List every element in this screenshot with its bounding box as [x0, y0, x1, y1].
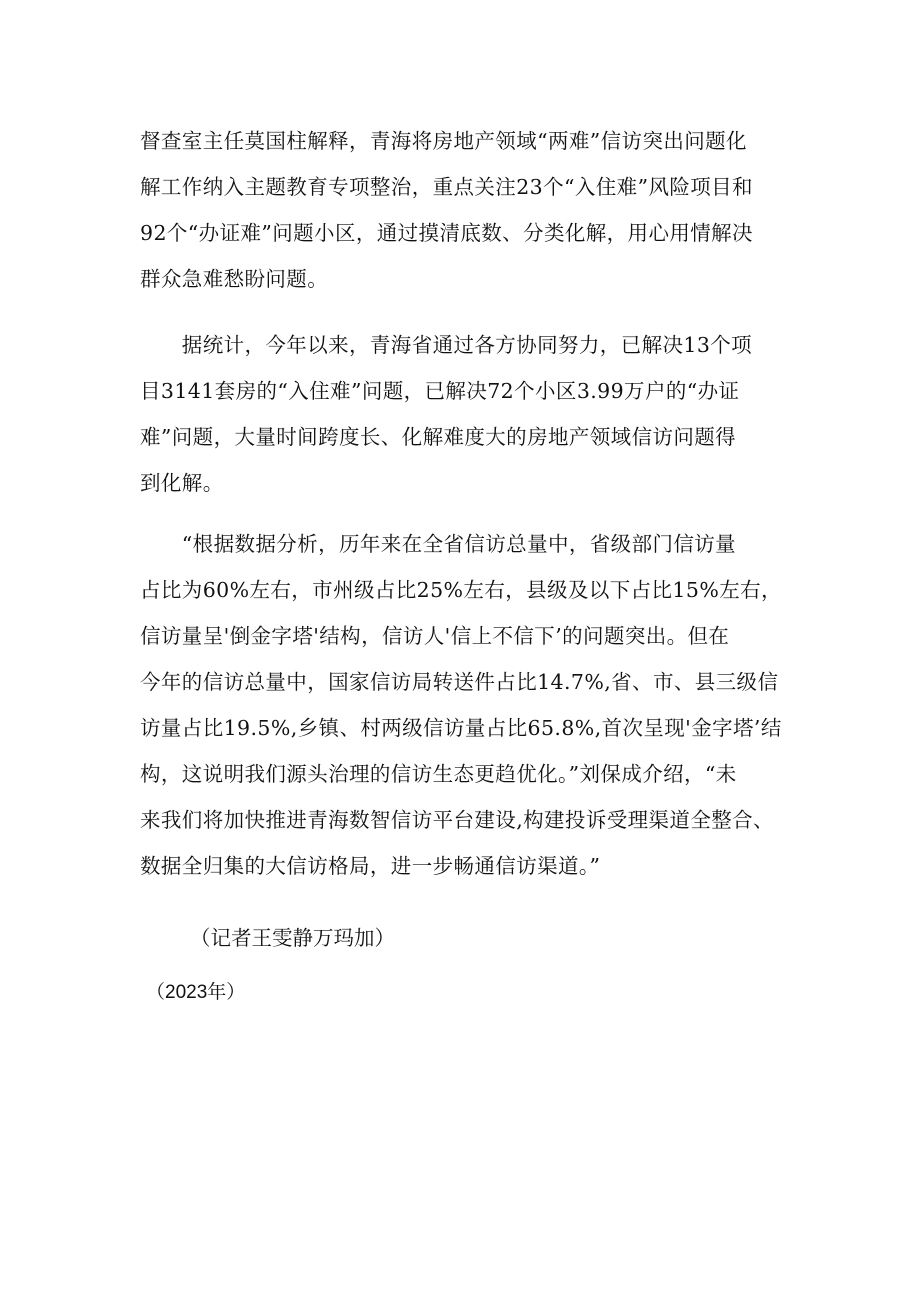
- paragraph-line: 群众急难愁盼问题。: [140, 267, 329, 291]
- paragraph-1: [140, 118, 800, 302]
- paragraph-line: 92个“办证难”问题小区，通过摸清底数、分类化解，用心用情解决: [140, 221, 753, 245]
- reporter-byline: （记者王雯静万玛加）: [190, 926, 395, 950]
- paragraph-line: 到化解。: [140, 471, 224, 495]
- publication-year: （2023年）: [146, 982, 246, 1003]
- paragraph-line: 据统计，今年以来，青海省通过各方协同努力，已解决13个项: [140, 333, 753, 357]
- paragraph-line: 目3141套房的“入住难”问题，已解决72个小区3.99万户的“办证: [140, 379, 740, 403]
- paragraph-line: 占比为60%左右，市州级占比25%左右，县级及以下占比15%左右，: [140, 578, 782, 602]
- paragraph-line: 难”问题，大量时间跨度长、化解难度大的房地产领域信访问题得: [140, 425, 737, 449]
- paragraph-line: 解工作纳入主题教育专项整治，重点关注23个“入住难”风险项目和: [140, 175, 753, 199]
- paragraph-line: 今年的信访总量中，国家信访局转送件占比14.7%,省、市、县三级信: [140, 670, 779, 694]
- paragraph-line: 访量占比19.5%,乡镇、村两级信访量占比65.8%,首次呈现'金字塔’结: [140, 716, 782, 740]
- paragraph-line: “根据数据分析，历年来在全省信访总量中，省级部门信访量: [140, 532, 737, 556]
- paragraph-line: 督查室主任莫国柱解释，青海将房地产领域“两难”信访突出问题化: [140, 129, 747, 153]
- paragraph-line: 来我们将加快推进青海数智信访平台建设,构建投诉受理渠道全整合、: [140, 808, 774, 832]
- paragraph-2: [140, 322, 800, 506]
- paragraph-line: 数据全归集的大信访格局，进一步畅通信访渠道。”: [140, 854, 601, 878]
- paragraph-3: [140, 521, 800, 889]
- paragraph-line: 构，这说明我们源头治理的信访生态更趋优化。”刘保成介绍，“未: [140, 762, 737, 786]
- paragraph-line: 信访量呈'倒金字塔'结构，信访人'信上不信下’的问题突出。但在: [140, 624, 730, 648]
